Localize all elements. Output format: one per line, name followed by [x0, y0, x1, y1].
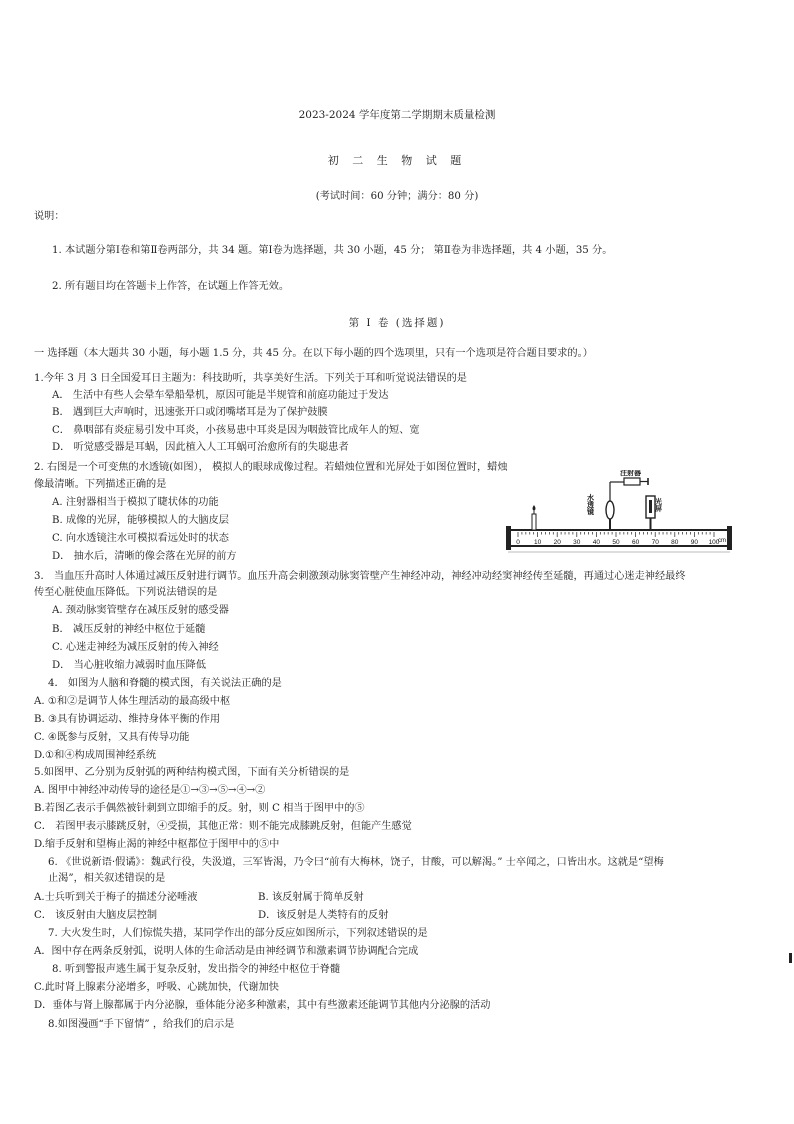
q6-stem-line1: 6. 《世说新语·假谲》：魏武行役，失汲道，三军皆渴，乃令曰“前有大梅林，饶子，甘酸，可以解渴。” 士卒闻之，口皆出水。这就是“望梅 — [48, 857, 664, 868]
q6-stem-line2: 止渴”，相关叙述错误的是 — [48, 873, 166, 884]
syringe-icon — [624, 478, 640, 485]
q3-option-c: C. 心迷走神经为减压反射的传入神经 — [52, 642, 219, 653]
q8-stem: 8.如图漫画“手下留情” ，给我们的启示是 — [48, 1019, 235, 1030]
q6-option-d: D．该反射是人类特有的反射 — [258, 910, 389, 921]
q5-option-d: D.缩手反射和望梅止渴的神经中枢都位于图甲中的⑤中 — [34, 839, 280, 850]
q4-option-c: C. ④既参与反射，又具有传导功能 — [34, 732, 190, 743]
ruler-tick-label: 10 — [533, 539, 542, 546]
q4-option-b: B. ③具有协调运动、维持身体平衡的作用 — [34, 714, 221, 725]
q3-option-d: D． 当心脏收缩力减弱时血压降低 — [52, 660, 207, 671]
q4-option-a: A. ①和②是调节人体生理活动的最高级中枢 — [34, 696, 231, 707]
ruler-unit: cm — [718, 538, 726, 544]
q7-option-a: A．图中存在两条反射弧，说明人体的生命活动是由神经调节和激素调节协调配合完成 — [34, 946, 419, 957]
q2-option-b: B. 成像的光屏，能够模拟人的大脑皮层 — [52, 515, 229, 526]
q1-option-b: B． 遇到巨大声响时，迅速张开口或闭嘴堵耳是为了保护鼓膜 — [52, 407, 328, 418]
q3-option-a: A. 颈动脉窦管壁存在减压反射的感受器 — [52, 605, 229, 616]
q1-option-d: D． 听觉感受器是耳蜗，因此植入人工耳蜗可治愈所有的失聪患者 — [52, 442, 349, 453]
screen-label: 光屏 — [654, 498, 662, 512]
ruler-tick-label: 60 — [631, 539, 640, 546]
exam-subtitle: 初 二 生 物 试 题 — [327, 154, 467, 167]
light-screen-image — [649, 500, 652, 513]
q2-stem-line2: 像最清晰。下列描述正确的是 — [34, 479, 167, 490]
q4-stem: 4． 如图为人脑和脊髓的模式图，有关说法正确的是 — [48, 678, 282, 689]
ruler-tick-label: 30 — [573, 539, 581, 546]
ruler-tick-label: 40 — [592, 539, 601, 546]
section-instructions: 一 选择题（本大题共 30 小题，每小题 1.5 分，共 45 分。在以下每小题的四个选项里，只有一个选项是符合题目要求的。） — [34, 348, 593, 359]
q6-option-c: C． 该反射由大脑皮层控制 — [34, 910, 158, 921]
bench-right-end — [727, 526, 732, 550]
q3-stem-line1: 3． 当血压升高时人体通过减压反射进行调节。血压升高会刺激颈动脉窦管壁产生神经冲动，神经冲动经窦神经传至延髓，再通过心迷走神经最终 — [34, 571, 686, 582]
note-item-1: 1. 本试题分第Ⅰ卷和第Ⅱ卷两部分，共 34 题。第Ⅰ卷为选择题，共 30 小题，45 分； 第Ⅱ卷为非选择题，共 4 小题，35 分。 — [52, 245, 613, 256]
q7-stem: 7. 大火发生时，人们惊慌失措，某同学作出的部分反应如图所示，下列叙述错误的是 — [48, 928, 428, 939]
ruler-tick-label: 50 — [612, 539, 620, 546]
q3-option-b: B． 减压反射的神经中枢位于延髓 — [52, 624, 206, 635]
ruler-tick-label: 20 — [553, 539, 561, 546]
ruler-tick-label: 0 — [516, 539, 520, 546]
q4-option-d: D.①和④构成周围神经系统 — [34, 750, 157, 761]
q3-stem-line2: 传至心脏使血压降低。下列说法错误的是 — [34, 587, 218, 598]
ruler-tick-label: 70 — [651, 539, 659, 546]
syringe-label: 注射器 — [620, 470, 641, 477]
q2-stem-line1: 2. 右图是一个可变焦的水透镜(如图）， 模拟人的眼球成像过程。若蜡烛位置和光屏处于如图位置时，蜡烛 — [34, 462, 508, 473]
notes-label: 说明： — [34, 211, 65, 222]
water-lens-icon — [606, 501, 614, 519]
q6-option-a: A.士兵听到关于梅子的描述分泌唾液 — [34, 892, 198, 903]
q6-option-b: B. 该反射属于简单反射 — [258, 892, 364, 903]
lens-label: 水透镜 — [586, 494, 594, 515]
q5-option-c: C． 若图甲表示膝跳反射，④受损，其他正常：则不能完成膝跳反射，但能产生感觉 — [34, 821, 412, 832]
candle-flame-icon — [533, 505, 536, 511]
q5-option-b: B.若图乙表示手偶然被针刺到立即缩手的反。射，则 C 相当于图甲中的⑤ — [34, 803, 365, 814]
q7-option-b: 8. 听到警报声逃生属于复杂反射，发出指令的神经中枢位于脊髓 — [52, 964, 341, 975]
bench-left-end — [506, 526, 511, 550]
q2-option-a: A. 注射器相当于模拟了睫状体的功能 — [52, 497, 219, 508]
q1-option-a: A． 生活中有些人会晕车晕船晕机，原因可能是半规管和前庭功能过于发达 — [52, 390, 389, 401]
exam-info: (考试时间：60 分钟；满分：80 分) — [315, 191, 479, 202]
note-item-2: 2. 所有题目均在答题卡上作答，在试题上作答无效。 — [52, 281, 290, 292]
ruler-tick-label: 80 — [671, 539, 679, 546]
candle-icon — [532, 514, 536, 530]
section-title: 第 Ⅰ 卷 (选择题) — [348, 317, 446, 329]
exam-title: 2023-2024 学年度第二学期期末质量检测 — [298, 109, 496, 121]
q5-stem: 5.如图甲、乙分别为反射弧的两种结构模式图，下面有关分析错误的是 — [34, 767, 350, 778]
q1-stem: 1.今年 3 月 3 日全国爱耳日主题为：科技助听，共享美好生活。下列关于耳和听觉说法错误的是 — [34, 373, 467, 384]
ruler-tick-label: 90 — [690, 539, 699, 546]
scan-mark — [789, 953, 792, 963]
q2-option-c: C. 向水透镜注水可模拟看远处时的状态 — [52, 533, 229, 544]
ruler-tick-label: 100 — [708, 539, 720, 546]
q7-option-d: D．垂体与肾上腺都属于内分泌腺，垂体能分泌多种激素，其中有些激素还能调节其他内分泌腺的活动 — [34, 1000, 491, 1011]
q2-option-d: D． 抽水后，清晰的像会落在光屏的前方 — [52, 551, 237, 562]
q5-option-a: A. 图甲中神经冲动传导的途径是①→③→⑤→④→② — [34, 785, 266, 796]
q1-option-c: C． 鼻咽部有炎症易引发中耳炎，小孩易患中耳炎是因为咽鼓管比成年人的短、宽 — [52, 425, 420, 436]
q7-option-c: C.此时肾上腺素分泌增多，呼吸、心跳加快，代谢加快 — [34, 982, 279, 993]
water-lens-diagram — [506, 470, 732, 558]
